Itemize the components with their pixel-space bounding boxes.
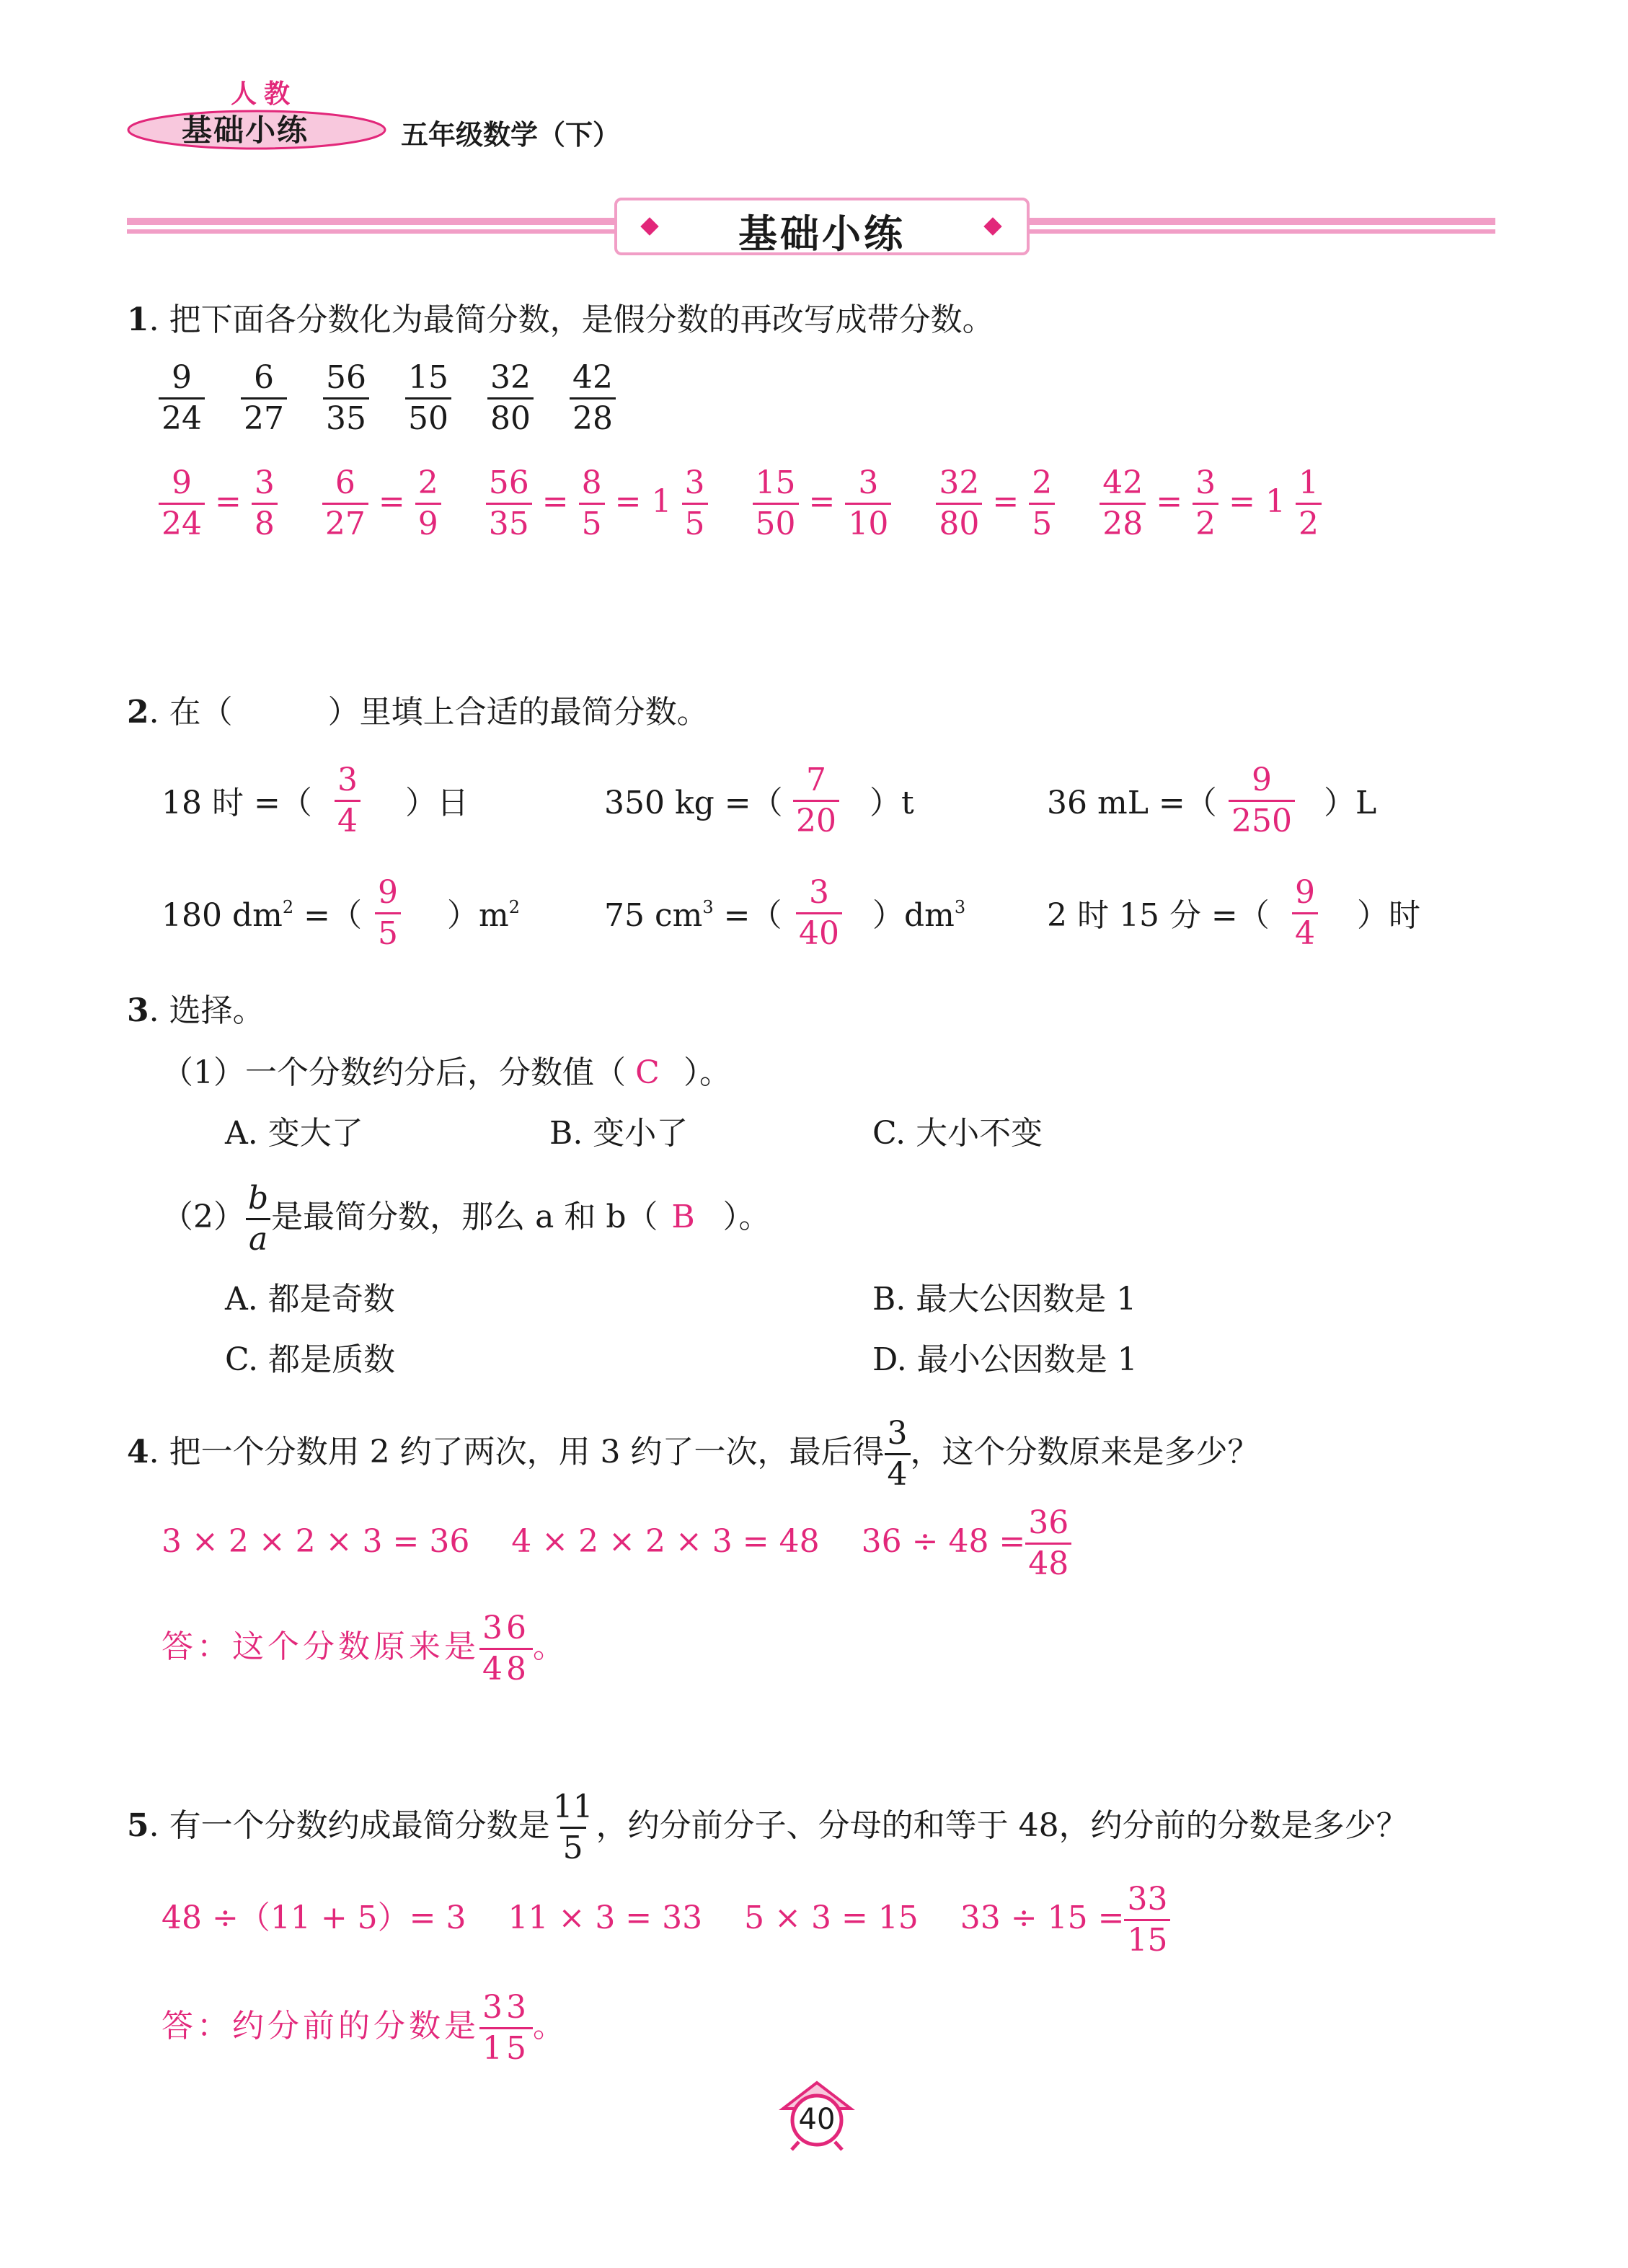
fraction: $\frac{42}{28}$ [570,362,616,435]
header-grade: 五年级数学（下） [401,119,621,151]
fraction: $\frac{9}{24}$ [159,362,205,435]
q2-item: 18 时 =（ [162,785,312,821]
answer-fraction: $\frac{7}{20}$ [793,764,839,837]
fraction: $\frac{3}{10}$ [845,467,891,540]
q2-item-unit: ）$m^2$ [447,897,521,934]
answer-fraction: $\frac{9}{250}$ [1229,764,1295,837]
fraction: $\frac{3}{8}$ [252,467,278,540]
answer-choice: C [635,1054,660,1091]
q3-sub2: （2） $\frac{b}{a}$ 是最简分数，那么 a 和 b（ B ）。 [162,1180,771,1258]
answer-choice: B [671,1199,695,1235]
q5-calculation: 48 ÷（11 + 5）= 3 11 × 3 = 33 5 × 3 = 15 33 ÷ 15 = $\frac{33}{15}$ [162,1884,1170,1956]
question-text: . 在（ ）里填上合适的最简分数。 [149,694,709,731]
page-number: 40 [798,2103,836,2136]
q4-calculation: 3 × 2 × 2 × 3 = 36 4 × 2 × 2 × 3 = 48 36 ÷ 48 = $\frac{36}{48}$ [162,1507,1071,1580]
q2-item: 180 $dm^2$ =（ [162,897,362,934]
question-2 [127,694,709,731]
question-text: . 把一个分数用 2 约了两次，用 3 约了一次，最后得 [149,1434,885,1470]
question-number: 3 [127,992,149,1029]
header-publisher: 人教 [231,79,298,109]
q2-item-unit: ）时 [1357,897,1420,934]
fraction: $\frac{8}{5}$ [579,467,605,540]
header-series-title: 基础小练 [182,112,309,148]
q2-item: 75 $cm^3$ =（ [604,897,782,934]
fraction: $\frac{15}{50}$ [753,467,799,540]
answer-fraction: $\frac{3}{4}$ [335,764,360,837]
fraction: $\frac{9}{24}$ [159,467,205,540]
banner-band-right [1027,218,1495,225]
fraction: $\frac{3}{5}$ [682,467,708,540]
q2-item: 2 时 15 分 =（ [1047,897,1270,934]
question-number: 5 [127,1807,149,1844]
fraction: $\frac{33}{15}$ [479,1992,533,2065]
q2-item: 350 kg =（ [604,785,783,821]
q2-item-unit: ）L [1324,785,1377,821]
fraction: $\frac{b}{a}$ [245,1183,271,1256]
fraction: $\frac{11}{5}$ [552,1788,593,1866]
question-text: . 把下面各分数化为最简分数，是假分数的再改写成带分数。 [149,301,994,338]
q2-item-unit: ）$dm^3$ [872,897,966,934]
banner-band-right-lower [1027,229,1495,234]
fraction: $\frac{1}{2}$ [1296,467,1322,540]
q5-answer: 答：约分前的分数是 $\frac{33}{15}$ 。 [162,1989,568,2067]
fraction: $\frac{3}{2}$ [1193,467,1218,540]
fraction: $\frac{2}{9}$ [415,467,441,540]
question-number: 2 [127,694,149,731]
option: B. 变小了 [549,1115,689,1152]
fraction: $\frac{36}{48}$ [479,1612,533,1685]
question-4: 4. 把一个分数用 2 约了两次，用 3 约了一次，最后得 $\frac{3}{4}$ ，这个分数原来是多少？ [127,1415,1260,1493]
question-3 [127,992,265,1029]
question-1 [127,301,994,338]
question-text: . 选择。 [149,992,265,1029]
answer-fraction: $\frac{3}{40}$ [796,877,842,950]
q1-answer-row: $\frac{9}{24}$ = $\frac{3}{8}$ $\frac{6}{27}$ = $\frac{2}{9}$ $\frac{56}{35}$ = $\frac{8}{5}$ = 1 $\frac{3}{5}$ $\frac{15}{50}$ = $\frac{3}{10}$ $\frac{32}{80}$ = $\frac{2}{5}$ $\frac{42}{28}$ = $\frac{3}{2}$ = 1 $\frac{1}{2}$ [159,467,1322,540]
answer-fraction: $\frac{9}{4}$ [1292,877,1318,950]
question-number: 4 [127,1434,149,1470]
question-5: 5. 有一个分数约成最简分数是 $\frac{11}{5}$ ，约分前分子、分母的和等于 48，约分前的分数是多少？ [127,1788,1408,1866]
question-text: . 有一个分数约成最简分数是 [149,1807,550,1844]
fraction: $\frac{15}{50}$ [405,362,451,435]
fraction: $\frac{56}{35}$ [486,467,532,540]
q2-item-unit: ）t [870,785,914,821]
answer-fraction: $\frac{9}{5}$ [375,877,401,950]
fraction: $\frac{6}{27}$ [322,467,368,540]
given-fractions [159,359,616,437]
q3-sub1: （1）一个分数约分后，分数值（ C ）。 [162,1054,731,1091]
fraction: $\frac{56}{35}$ [323,362,369,435]
fraction: $\frac{42}{28}$ [1100,467,1146,540]
section-title: 基础小练 [738,211,906,257]
question-number: 1 [127,301,149,338]
fraction: $\frac{33}{15}$ [1124,1884,1170,1956]
option: C. 大小不变 [872,1115,1043,1152]
option: A. 变大了 [225,1115,363,1152]
fraction: $\frac{32}{80}$ [487,362,534,435]
q2-item: 36 mL =（ [1047,785,1217,821]
banner-band-left [127,218,617,225]
q4-answer: 答：这个分数原来是 $\frac{36}{48}$ 。 [162,1610,568,1687]
option: C. 都是质数 [225,1341,396,1378]
fraction: $\frac{6}{27}$ [241,362,287,435]
fraction: $\frac{3}{4}$ [885,1418,911,1491]
q2-item-unit: ）日 [405,785,469,821]
fraction: $\frac{36}{48}$ [1025,1507,1071,1580]
banner-band-left-lower [127,229,617,234]
option: B. 最大公因数是 1 [872,1281,1137,1318]
option: D. 最小公因数是 1 [872,1341,1138,1378]
fraction: $\frac{32}{80}$ [936,467,982,540]
fraction: $\frac{2}{5}$ [1029,467,1055,540]
option: A. 都是奇数 [225,1281,395,1318]
